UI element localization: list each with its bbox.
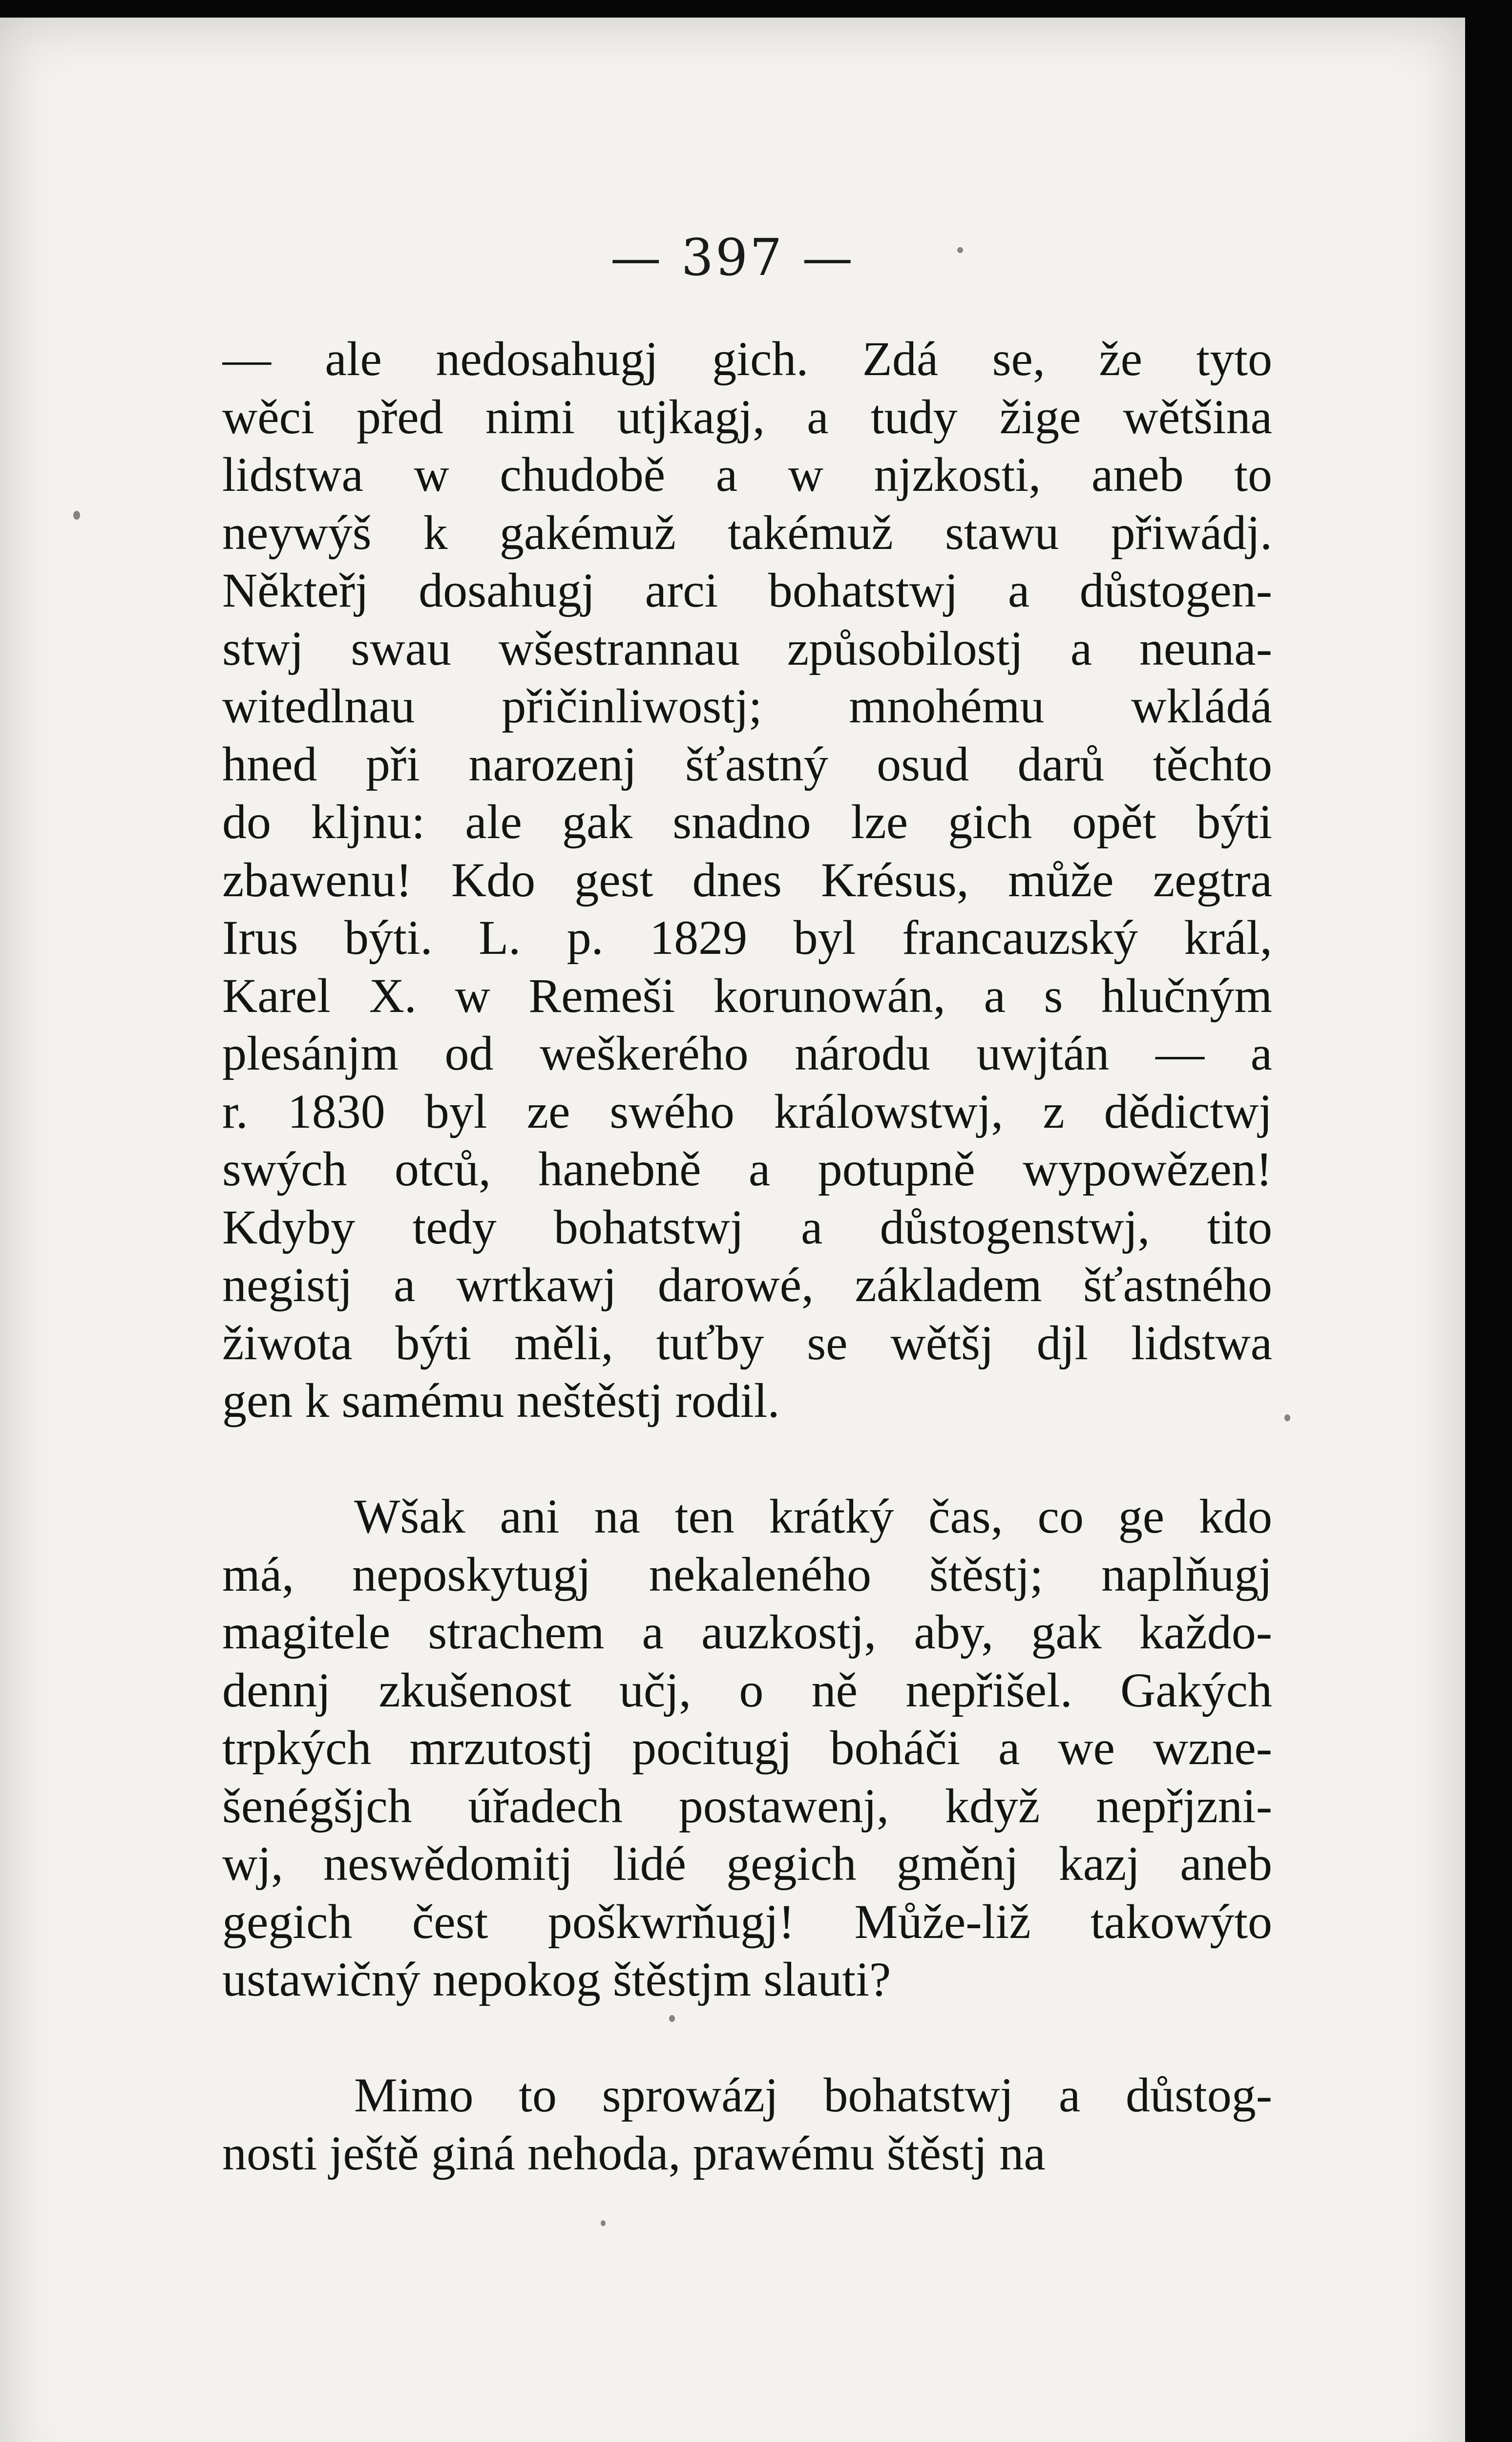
book-page bbox=[0, 18, 1465, 2442]
paper-speck bbox=[669, 2015, 675, 2022]
text-line: negistj a wrtkawj darowé, základem šťastného bbox=[222, 1258, 1272, 1312]
text-line: Někteřj dosahugj arci bohatstwj a důstogen- bbox=[222, 563, 1272, 617]
text-line: ustawičný nepokog štěstjm slauti? bbox=[222, 1952, 891, 2006]
text-line: magitele strachem a auzkostj, aby, gak každo- bbox=[222, 1605, 1272, 1659]
paper-speck bbox=[957, 247, 963, 253]
text-line: Mimo to sprowázj bohatstwj a důstog- bbox=[354, 2068, 1272, 2122]
text-line: do kljnu: ale gak snadno lze gich opět býti bbox=[222, 795, 1272, 849]
text-line: lidstwa w chudobě a w njzkosti, aneb to bbox=[222, 447, 1272, 502]
text-line: — ale nedosahugj gich. Zdá se, že tyto bbox=[222, 332, 1272, 386]
text-line: r. 1830 byl ze swého králowstwj, z dědictwj bbox=[222, 1084, 1272, 1138]
text-line: trpkých mrzutostj pocitugj boháči a we wzne- bbox=[222, 1721, 1272, 1775]
text-line: gen k samému neštěstj rodil. bbox=[222, 1373, 780, 1428]
text-line: má, neposkytugj nekaleného štěstj; naplňugj bbox=[222, 1547, 1272, 1601]
page-number: — 397 — bbox=[610, 228, 855, 287]
paragraph-gap bbox=[222, 2009, 1272, 2067]
paper-speck bbox=[601, 2220, 606, 2226]
text-line: wěci před nimi utjkagj, a tudy žige wětšina bbox=[222, 389, 1272, 444]
text-line: zbawenu! Kdo gest dnes Krésus, může zegtra bbox=[222, 852, 1272, 907]
text-line: Wšak ani na ten krátký čas, co ge kdo bbox=[354, 1489, 1272, 1543]
text-line: swých otců, hanebně a potupně wypowězen! bbox=[222, 1142, 1272, 1196]
scan-border-right bbox=[1465, 0, 1512, 2442]
text-line: neywýš k gakémuž takémuž stawu přiwádj. bbox=[222, 505, 1272, 560]
text-line: Irus býti. L. p. 1829 byl francauzský král, bbox=[222, 910, 1272, 965]
text-line: plesánjm od weškerého národu uwjtán — a bbox=[222, 1026, 1272, 1080]
body-text bbox=[222, 330, 1272, 2182]
text-line: wj, neswědomitj lidé gegich gměnj kazj aneb bbox=[222, 1836, 1272, 1891]
scan-border-top bbox=[0, 0, 1512, 18]
text-line: dennj zkušenost učj, o ně nepřišel. Gakých bbox=[222, 1663, 1272, 1717]
text-line: nosti ještě giná nehoda, prawému štěstj na bbox=[222, 2126, 1046, 2180]
text-line: Karel X. w Remeši korunowán, a s hlučným bbox=[222, 968, 1272, 1023]
text-line: gegich čest poškwrňugj! Může-liž takowýto bbox=[222, 1894, 1272, 1949]
text-line: šenégšjch úřadech postawenj, když nepřjzni- bbox=[222, 1778, 1272, 1833]
text-line: Kdyby tedy bohatstwj a důstogenstwj, tito bbox=[222, 1200, 1272, 1254]
text-line: žiwota býti měli, tuťby se wětšj djl lidstwa bbox=[222, 1315, 1272, 1370]
paragraph-gap bbox=[222, 1430, 1272, 1488]
text-line: stwj swau wšestrannau způsobilostj a neuna- bbox=[222, 621, 1272, 675]
paper-speck bbox=[73, 511, 80, 520]
text-line: witedlnau přičinliwostj; mnohému wkládá bbox=[222, 679, 1272, 733]
text-line: hned při narozenj šťastný osud darů těchto bbox=[222, 737, 1272, 791]
paper-speck bbox=[1284, 1414, 1290, 1421]
